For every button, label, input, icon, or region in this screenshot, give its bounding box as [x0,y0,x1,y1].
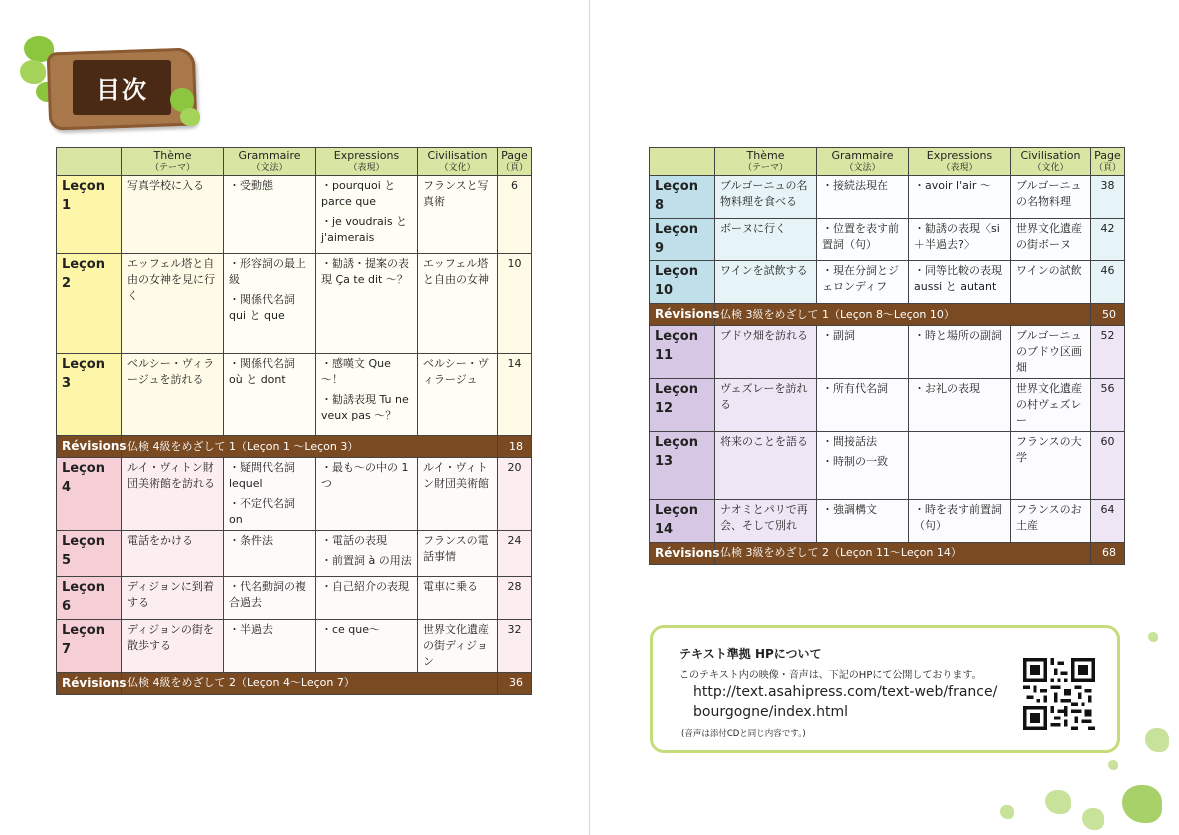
lesson-label: Leçon 1 [57,175,122,253]
revisions-row [650,304,1125,326]
civilisation-cell: 世界文化遺産の街ボーヌ [1011,218,1091,261]
header-civilisation: Civilisation （文化） [1011,148,1091,176]
table-row [57,458,532,531]
grape-leaf-icon [20,60,46,84]
civilisation-cell: 世界文化遺産の街ディジョン [418,619,498,672]
expressions-cell: ・最も〜の中の 1つ [316,458,418,531]
page-cell: 64 [1091,500,1125,543]
page-cell: 32 [498,619,532,672]
lesson-label: Leçon 3 [57,353,122,435]
revisions-label: Révisions [650,304,715,326]
page-cell: 56 [1091,379,1125,432]
revisions-text: 仏検 4級をめざして 2（Leçon 4〜Leçon 7） [122,672,498,694]
theme-cell: ワインを試飲する [715,261,817,304]
grape-leaf-icon [1108,760,1118,770]
lesson-label: Leçon 5 [57,531,122,577]
theme-cell: 電話をかける [122,531,224,577]
lesson-label: Leçon 13 [650,432,715,500]
expressions-cell [909,432,1011,500]
page-cell: 52 [1091,326,1125,379]
header-theme: Thème （テーマ） [715,148,817,176]
lesson-label: Leçon 4 [57,458,122,531]
lesson-label: Leçon 6 [57,577,122,620]
civilisation-cell: フランスと写真術 [418,175,498,253]
civilisation-cell: 世界文化遺産の村ヴェズレー [1011,379,1091,432]
civilisation-cell: 電車に乗る [418,577,498,620]
info-title: テキスト準拠 HPについて [679,647,822,661]
header-blank [57,148,122,176]
expressions-cell: ・勧誘・提案の表現 Ça te dit 〜？ [316,253,418,353]
table-row [57,619,532,672]
table-row [650,500,1125,543]
lesson-label: Leçon 7 [57,619,122,672]
civilisation-cell: ブルゴーニュの名物料理 [1011,175,1091,218]
info-note: (音声は添付CDと同じ内容です。) [681,729,806,739]
lesson-label: Leçon 11 [650,326,715,379]
table-header-row [650,148,1125,176]
grape-leaf-icon [1045,790,1071,814]
expressions-cell: ・同等比較の表現 aussi と autant [909,261,1011,304]
page-cell: 28 [498,577,532,620]
page-title: 目次 [96,76,148,104]
qr-code-icon[interactable] [1023,658,1095,730]
table-row [57,253,532,353]
table-row [57,531,532,577]
table-row [57,353,532,435]
theme-cell: ディジョンに到着する [122,577,224,620]
lesson-label: Leçon 14 [650,500,715,543]
grammar-cell: ・現在分詞とジェロンディフ [817,261,909,304]
lesson-label: Leçon 8 [650,175,715,218]
header-page: Page （頁） [498,148,532,176]
toc-table-left [56,147,532,695]
table-row [650,175,1125,218]
grammar-cell: ・間接話法 ・時制の一致 [817,432,909,500]
theme-cell: 写真学校に入る [122,175,224,253]
page-cell: 46 [1091,261,1125,304]
expressions-cell: ・電話の表現 ・前置詞 à の用法 [316,531,418,577]
title-sign [18,30,203,130]
theme-cell: ルイ・ヴィトン財団美術館を訪れる [122,458,224,531]
website-url[interactable] [693,682,997,722]
table-row [57,577,532,620]
url-line-1: http://text.asahipress.com/text-web/france/ [693,684,998,700]
header-expressions: Expressions （表現） [909,148,1011,176]
expressions-cell: ・avoir l'air 〜 [909,175,1011,218]
revisions-row [57,672,532,694]
page-cell: 50 [1091,304,1125,326]
url-line-2: bourgogne/index.html [693,704,849,720]
header-civilisation: Civilisation （文化） [418,148,498,176]
expressions-cell: ・ce que〜 [316,619,418,672]
grammar-cell: ・形容詞の最上級 ・関係代名詞 qui と que [224,253,316,353]
grape-leaf-icon [1122,785,1162,823]
expressions-cell: ・pourquoi と parce que ・je voudrais と j'aimerais [316,175,418,253]
grammar-cell: ・条件法 [224,531,316,577]
revisions-row [57,435,532,457]
page-cell: 18 [498,435,532,457]
table-row [650,379,1125,432]
title-board [73,60,171,115]
toc-table-right [649,147,1125,565]
expressions-cell: ・お礼の表現 [909,379,1011,432]
table-header-row [57,148,532,176]
page-cell: 60 [1091,432,1125,500]
page-cell: 42 [1091,218,1125,261]
grape-leaf-icon [1145,728,1169,752]
expressions-cell: ・自己紹介の表現 [316,577,418,620]
page-cell: 36 [498,672,532,694]
grape-leaf-icon [1082,808,1104,830]
theme-cell: エッフェル塔と自由の女神を見に行く [122,253,224,353]
grammar-cell: ・副詞 [817,326,909,379]
revisions-label: Révisions [57,435,122,457]
grammar-cell: ・位置を表す前置詞（句） [817,218,909,261]
civilisation-cell: ワインの試飲 [1011,261,1091,304]
theme-cell: ボーヌに行く [715,218,817,261]
revisions-row [650,542,1125,564]
revisions-label: Révisions [57,672,122,694]
page-cell: 6 [498,175,532,253]
expressions-cell: ・時を表す前置詞（句） [909,500,1011,543]
page-cell: 24 [498,531,532,577]
header-theme: Thème （テーマ） [122,148,224,176]
theme-cell: 将来のことを語る [715,432,817,500]
civilisation-cell: ベルシー・ヴィラージュ [418,353,498,435]
theme-cell: ディジョンの街を散歩する [122,619,224,672]
theme-cell: ヴェズレーを訪れる [715,379,817,432]
grammar-cell: ・接続法現在 [817,175,909,218]
theme-cell: ベルシー・ヴィラージュを訪れる [122,353,224,435]
table-row [650,326,1125,379]
theme-cell: ナオミとパリで再会、そして別れ [715,500,817,543]
lesson-label: Leçon 10 [650,261,715,304]
expressions-cell: ・勧誘の表現〈si＋半過去?〉 [909,218,1011,261]
grammar-cell: ・受動態 [224,175,316,253]
grammar-cell: ・関係代名詞 où と dont [224,353,316,435]
revisions-text: 仏検 3級をめざして 2（Leçon 11〜Leçon 14） [715,542,1091,564]
revisions-text: 仏検 4級をめざして 1（Leçon 1 〜Leçon 3） [122,435,498,457]
theme-cell: ブドウ畑を訪れる [715,326,817,379]
header-grammar: Grammaire （文法） [224,148,316,176]
page-cell: 38 [1091,175,1125,218]
civilisation-cell: フランスのお土産 [1011,500,1091,543]
revisions-label: Révisions [650,542,715,564]
website-info-box [650,625,1120,753]
grammar-cell: ・代名動詞の複合過去 [224,577,316,620]
civilisation-cell: ブルゴーニュのブドウ区画畑 [1011,326,1091,379]
page-cell: 68 [1091,542,1125,564]
expressions-cell: ・感嘆文 Que 〜！ ・勧誘表現 Tu ne veux pas 〜？ [316,353,418,435]
table-row [650,218,1125,261]
civilisation-cell: フランスの電話事情 [418,531,498,577]
grammar-cell: ・所有代名詞 [817,379,909,432]
page-cell: 20 [498,458,532,531]
page-divider [589,0,590,835]
info-text: このテキスト内の映像・音声は、下記のHPにて公開しております。 [679,670,982,681]
header-blank [650,148,715,176]
expressions-cell: ・時と場所の副詞 [909,326,1011,379]
table-row [650,432,1125,500]
grape-leaf-icon [1000,805,1014,819]
civilisation-cell: エッフェル塔と自由の女神 [418,253,498,353]
theme-cell: ブルゴーニュの名物料理を食べる [715,175,817,218]
page-cell: 14 [498,353,532,435]
grammar-cell: ・半過去 [224,619,316,672]
grape-leaf-icon [180,108,200,126]
civilisation-cell: ルイ・ヴィトン財団美術館 [418,458,498,531]
lesson-label: Leçon 12 [650,379,715,432]
grammar-cell: ・強調構文 [817,500,909,543]
table-row [57,175,532,253]
grammar-cell: ・疑問代名詞 lequel ・不定代名詞 on [224,458,316,531]
header-expressions: Expressions （表現） [316,148,418,176]
lesson-label: Leçon 2 [57,253,122,353]
grape-leaf-icon [1148,632,1158,642]
header-page: Page （頁） [1091,148,1125,176]
table-row [650,261,1125,304]
lesson-label: Leçon 9 [650,218,715,261]
header-grammar: Grammaire （文法） [817,148,909,176]
page-cell: 10 [498,253,532,353]
civilisation-cell: フランスの大学 [1011,432,1091,500]
revisions-text: 仏検 3級をめざして 1（Leçon 8〜Leçon 10） [715,304,1091,326]
